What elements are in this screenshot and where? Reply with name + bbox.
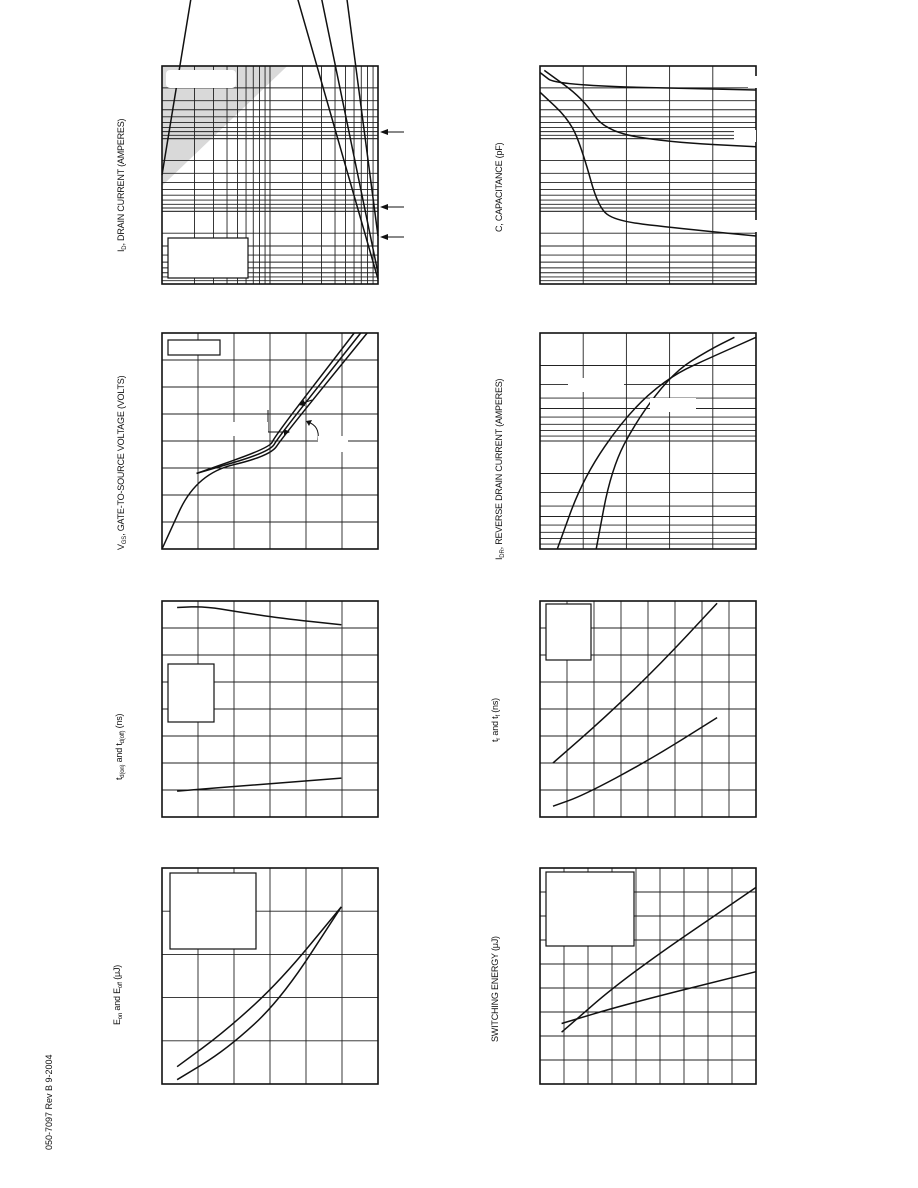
rise-fall-time-label: $t_r$ and $t_f$ (ns) bbox=[490, 698, 502, 742]
series-line-1 bbox=[540, 73, 756, 91]
chart-body_diode bbox=[540, 333, 756, 549]
footer-revision: 050-7097 Rev B 9-2004 bbox=[44, 1054, 54, 1150]
switching-energy-label: SWITCHING ENERGY (μJ) bbox=[490, 936, 500, 1042]
capacitance-label: C, CAPACITANCE (pF) bbox=[494, 142, 504, 232]
legend-box bbox=[168, 238, 248, 278]
legend-box bbox=[546, 872, 634, 946]
annotation-arrow-head bbox=[380, 129, 388, 135]
chart-eon_eoff_vs_id bbox=[162, 868, 378, 1084]
annotation-arrow-head bbox=[380, 204, 388, 210]
series-line-2 bbox=[197, 333, 361, 473]
series-line-2 bbox=[270, 0, 378, 236]
series-line-4 bbox=[242, 0, 378, 279]
series-line-2 bbox=[562, 972, 756, 1024]
series-line-3 bbox=[255, 0, 378, 273]
switching-energy-eon-label: $E_{on}$ and $E_{off}$ (μJ) bbox=[112, 964, 124, 1025]
drain-current-label: $I_D$, DRAIN CURRENT (AMPERES) bbox=[116, 118, 128, 252]
label-mask bbox=[232, 422, 268, 436]
series-line-1 bbox=[557, 337, 756, 549]
chart-tr_tf_vs_id bbox=[540, 601, 756, 817]
delay-time-label: $t_{d(on)}$ and $t_{d(off)}$ (ns) bbox=[114, 713, 126, 780]
label-mask bbox=[650, 398, 696, 412]
gate-voltage-label: $V_{GS}$, GATE-TO-SOURCE VOLTAGE (VOLTS) bbox=[116, 375, 128, 550]
chart-soa bbox=[162, 0, 404, 284]
label-mask bbox=[318, 436, 348, 452]
series-line-2 bbox=[177, 778, 341, 791]
plot-frame bbox=[540, 66, 756, 284]
legend-box bbox=[166, 70, 236, 88]
label-mask bbox=[748, 76, 770, 88]
legend-box bbox=[170, 873, 256, 949]
series-line-1 bbox=[177, 607, 341, 625]
reverse-drain-current-label: $I_{DR}$, REVERSE DRAIN CURRENT (AMPERES) bbox=[494, 378, 506, 560]
label-mask bbox=[568, 378, 624, 392]
chart-capacitance bbox=[540, 66, 770, 284]
chart-switching_energy bbox=[540, 868, 756, 1084]
legend-box bbox=[168, 664, 214, 722]
label-mask bbox=[736, 220, 758, 232]
legend-box bbox=[546, 604, 591, 660]
label-mask bbox=[734, 130, 756, 142]
annotation-arrow-head bbox=[380, 234, 388, 240]
series-line-3 bbox=[540, 92, 756, 236]
legend-box bbox=[168, 340, 220, 355]
chart-td_vs_id bbox=[162, 601, 378, 817]
series-line-2 bbox=[553, 718, 717, 807]
chart-gate_charge bbox=[162, 333, 378, 549]
series-line-2 bbox=[596, 337, 734, 549]
